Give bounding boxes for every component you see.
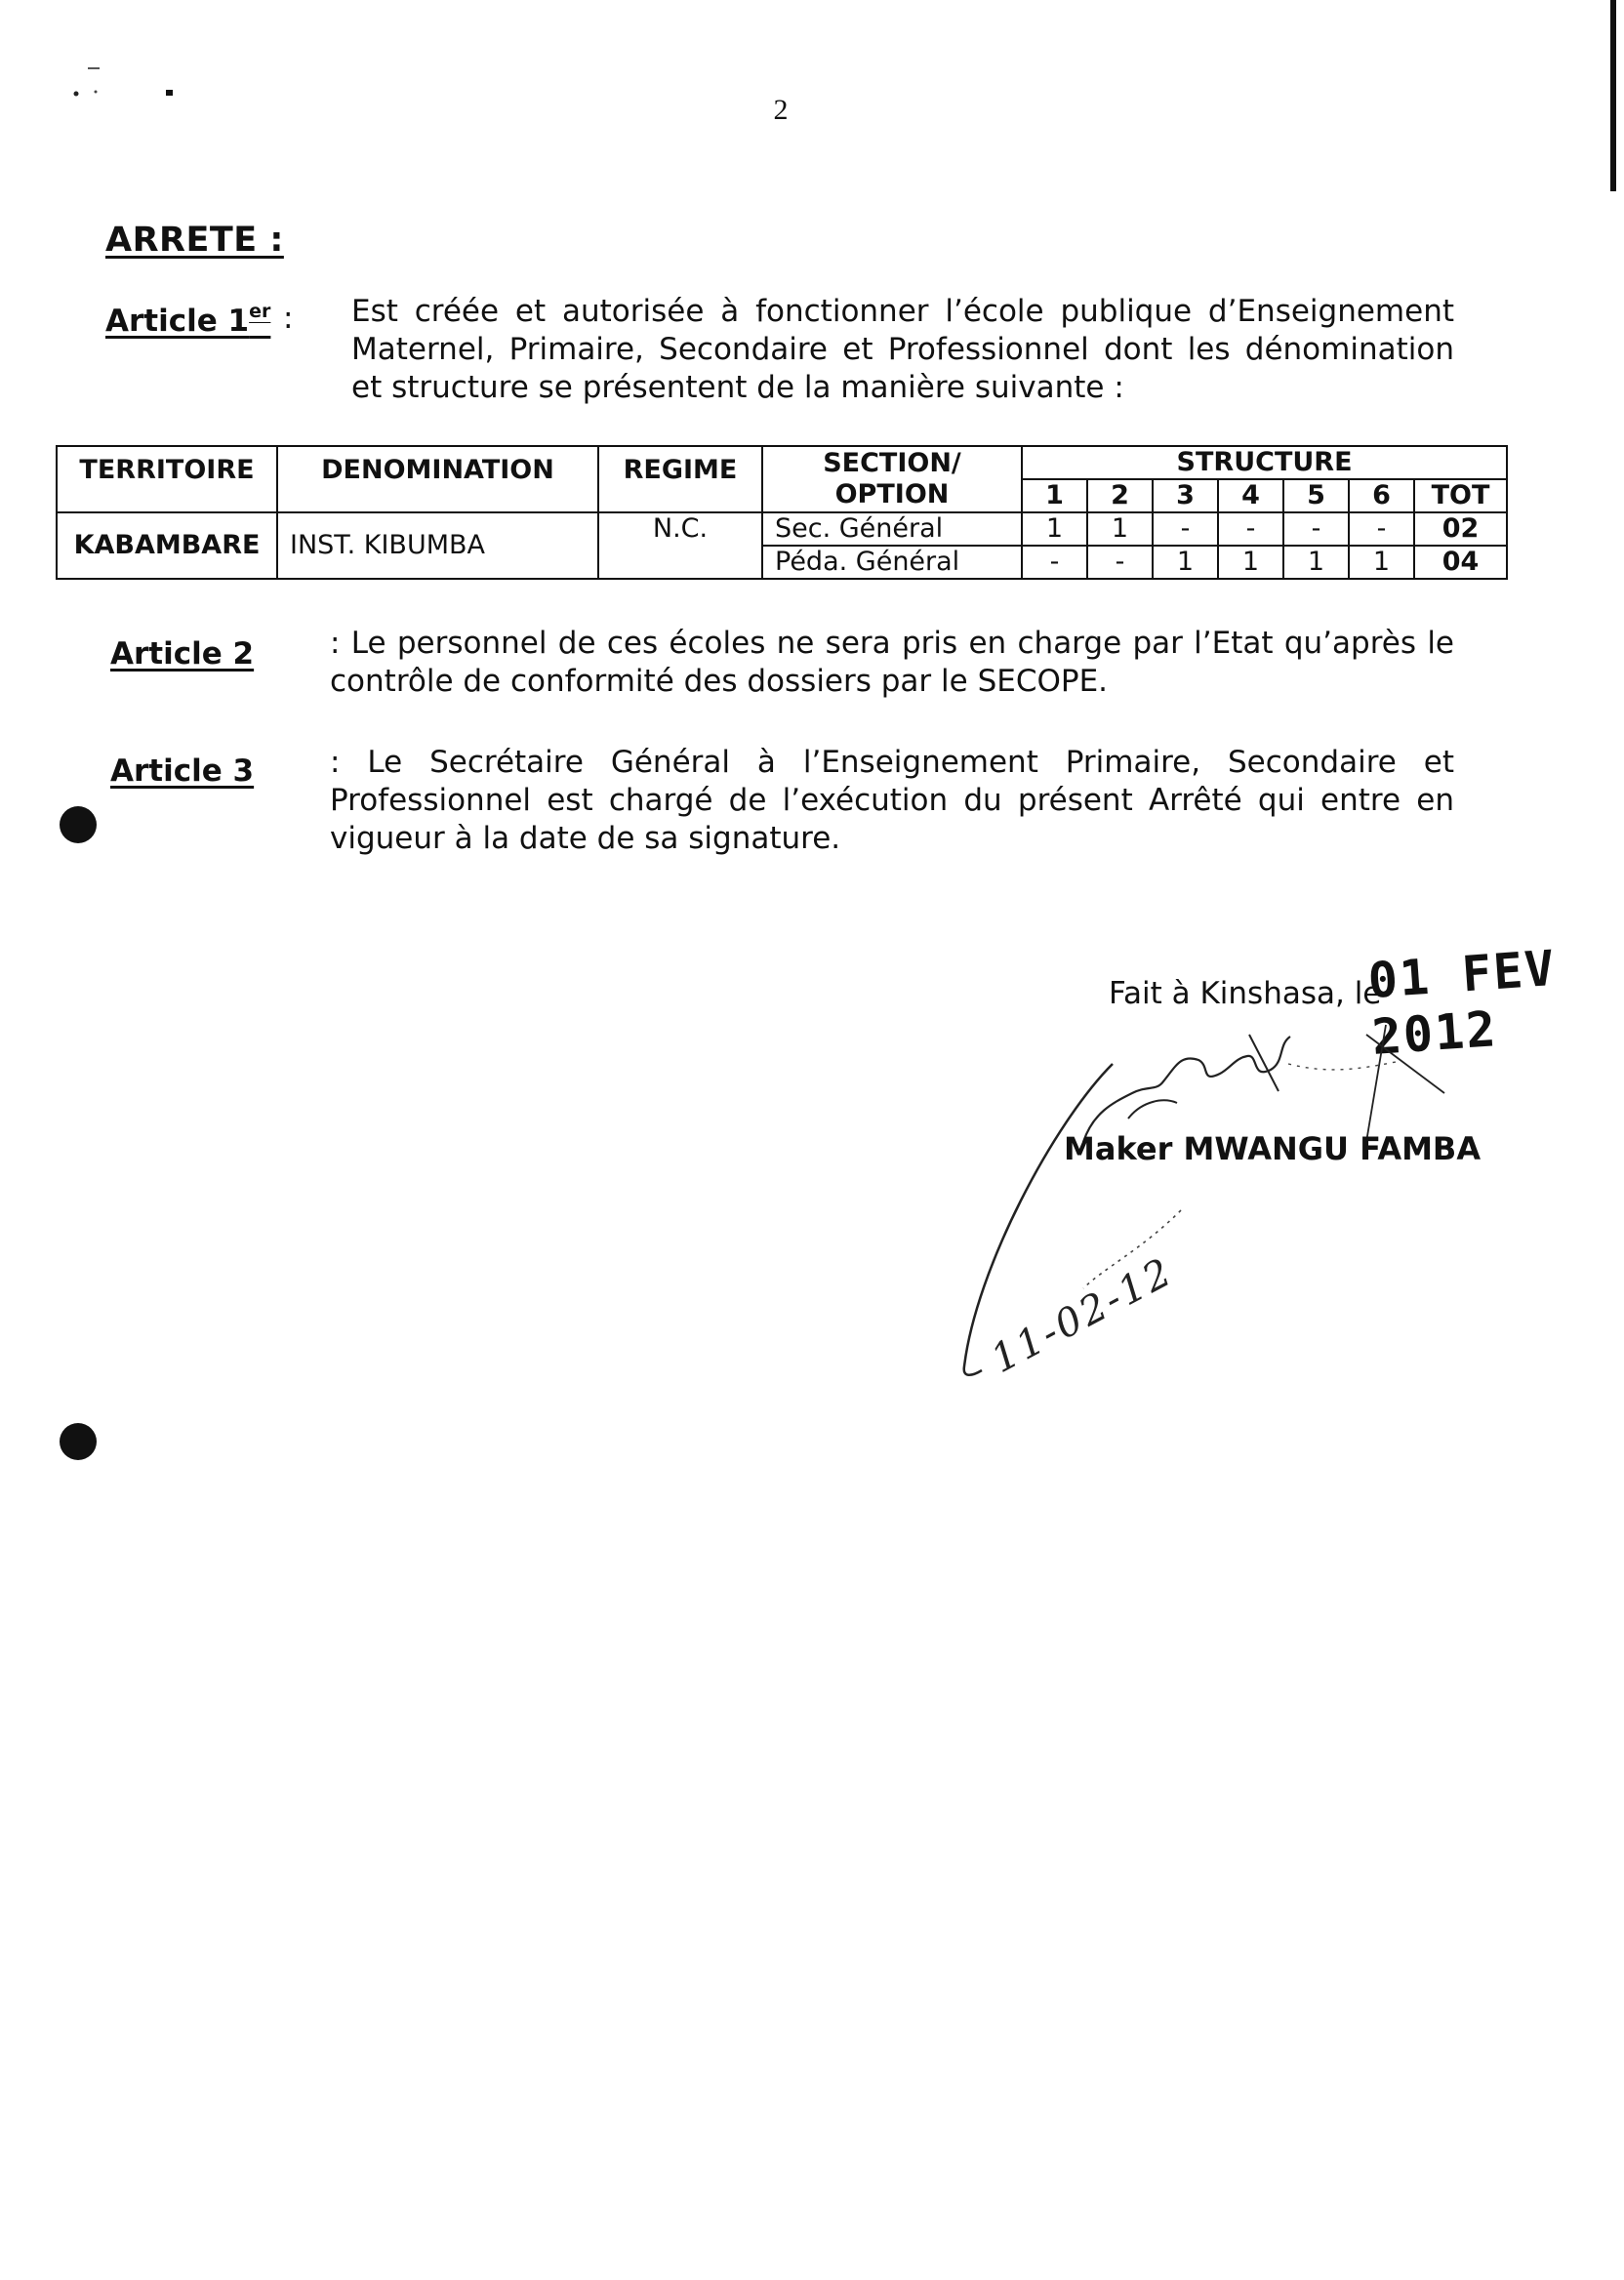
table-header-row bbox=[57, 446, 1507, 479]
cell-value: 1 bbox=[1087, 512, 1153, 546]
cell-total: 04 bbox=[1414, 546, 1507, 579]
header-denomination: DENOMINATION bbox=[277, 446, 598, 512]
cell-total: 02 bbox=[1414, 512, 1507, 546]
cell-value: - bbox=[1283, 512, 1349, 546]
cell-value: 1 bbox=[1349, 546, 1414, 579]
article-1-colon: : bbox=[283, 301, 294, 336]
article-2-text: : Le personnel de ces écoles ne sera pris en charge par l’Etat qu’après le contrôle de conformité des dossiers par le SECOPE. bbox=[330, 626, 1454, 699]
header-col-6: 6 bbox=[1349, 479, 1414, 512]
page-number: 2 bbox=[773, 94, 789, 126]
cell-value: - bbox=[1218, 512, 1283, 546]
header-territoire: TERRITOIRE bbox=[57, 446, 277, 512]
cell-section: Sec. Général bbox=[762, 512, 1022, 546]
document-heading: ARRETE : bbox=[105, 221, 284, 260]
cell-section: Péda. Général bbox=[762, 546, 1022, 579]
punch-hole-mark bbox=[60, 1423, 97, 1460]
header-col-5: 5 bbox=[1283, 479, 1349, 512]
punch-hole-mark bbox=[60, 806, 97, 843]
header-col-3: 3 bbox=[1153, 479, 1218, 512]
place-and-date-label: Fait à Kinshasa, le bbox=[1109, 976, 1382, 1011]
cell-value: 1 bbox=[1153, 546, 1218, 579]
scan-edge-mark bbox=[1610, 0, 1616, 191]
article-2-label: Article 2 bbox=[110, 636, 255, 672]
header-regime: REGIME bbox=[598, 446, 762, 512]
cell-value: - bbox=[1087, 546, 1153, 579]
article-1-text: Est créée et autorisée à fonctionner l’école publique d’Enseignement Maternel, Primaire, Secondaire et Professionnel dont les dénomination et structure se présentent de la manière suivante : bbox=[351, 294, 1454, 405]
cell-denomination: INST. KIBUMBA bbox=[277, 512, 598, 579]
structure-table bbox=[56, 445, 1508, 580]
header-section-line2: OPTION bbox=[834, 479, 950, 509]
article-1-label: Article 1er bbox=[105, 301, 271, 339]
header-col-2: 2 bbox=[1087, 479, 1153, 512]
cell-territoire: KABAMBARE bbox=[57, 512, 277, 579]
article-3-text: : Le Secrétaire Général à l’Enseignement Primaire, Secondaire et Professionnel est chargé de l’exécution du présent Arrêté qui entre en vigueur à la date de sa signature. bbox=[330, 745, 1454, 856]
header-section-line1: SECTION/ bbox=[823, 448, 961, 478]
date-stamp: 01 FEV 2012 bbox=[1365, 939, 1559, 1066]
cell-value: - bbox=[1153, 512, 1218, 546]
scan-specks bbox=[49, 59, 185, 107]
header-col-4: 4 bbox=[1218, 479, 1283, 512]
handwritten-date: 11-02-12 bbox=[984, 1248, 1181, 1382]
article-3-label: Article 3 bbox=[110, 753, 255, 789]
header-col-tot: TOT bbox=[1414, 479, 1507, 512]
cell-value: 1 bbox=[1283, 546, 1349, 579]
signer-name: Maker MWANGU FAMBA bbox=[1064, 1130, 1482, 1167]
header-section-option bbox=[762, 446, 1022, 512]
cell-regime: N.C. bbox=[598, 512, 762, 579]
table-row bbox=[57, 512, 1507, 546]
cell-value: 1 bbox=[1022, 512, 1087, 546]
header-col-1: 1 bbox=[1022, 479, 1087, 512]
cell-value: - bbox=[1022, 546, 1087, 579]
cell-value: - bbox=[1349, 512, 1414, 546]
cell-value: 1 bbox=[1218, 546, 1283, 579]
header-structure: STRUCTURE bbox=[1022, 446, 1507, 479]
